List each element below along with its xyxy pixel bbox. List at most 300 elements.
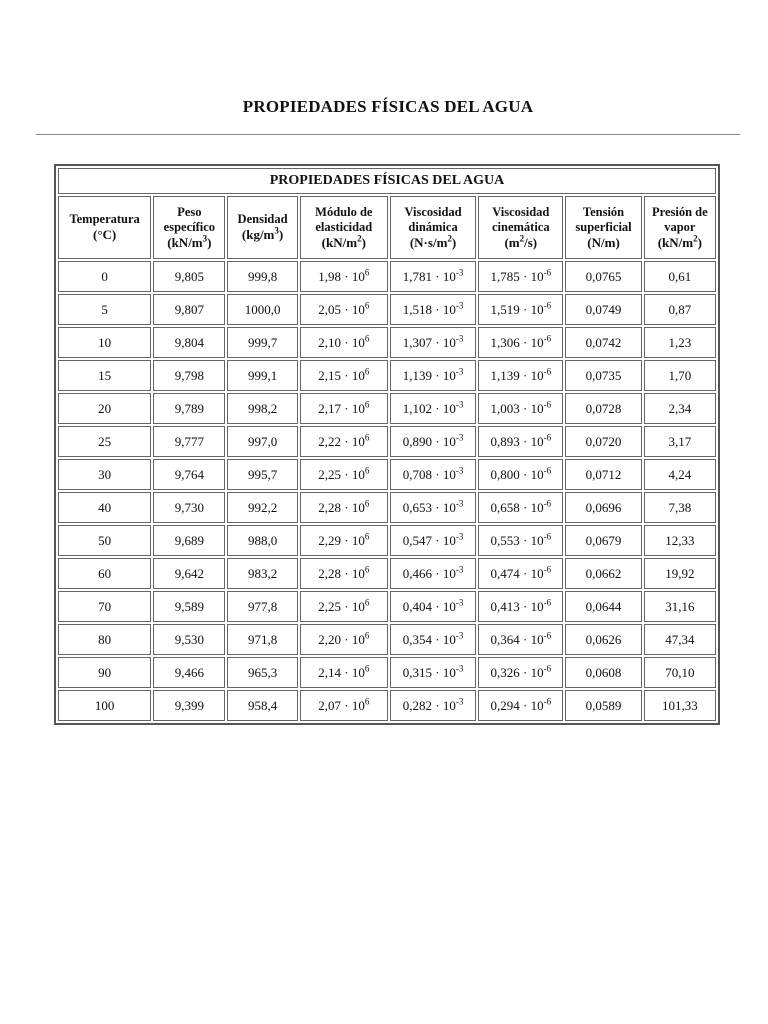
cell-elasticity-modulus xyxy=(300,558,388,589)
cell-temperature: 90 xyxy=(58,657,151,688)
mantissa: 2,10 xyxy=(318,334,341,350)
exponent: -3 xyxy=(455,300,464,311)
exponent: -3 xyxy=(455,399,464,410)
exponent: 6 xyxy=(364,267,370,278)
column-unit xyxy=(504,235,537,250)
times-ten: · 10 xyxy=(341,367,365,383)
table-row xyxy=(58,393,716,424)
mantissa: 1,98 xyxy=(318,268,341,284)
exponent: 6 xyxy=(364,399,370,410)
mantissa: 0,658 xyxy=(490,499,520,515)
cell-vapor-pressure: 3,17 xyxy=(644,426,716,457)
mantissa: 0,893 xyxy=(490,433,520,449)
cell-surface-tension: 0,0662 xyxy=(565,558,641,589)
table-row xyxy=(58,261,716,292)
cell-kinematic-viscosity xyxy=(478,591,563,622)
mantissa: 0,315 xyxy=(402,664,432,680)
exponent: 6 xyxy=(364,630,370,641)
mantissa: 1,781 xyxy=(402,268,432,284)
cell-vapor-pressure: 19,92 xyxy=(644,558,716,589)
cell-elasticity-modulus xyxy=(300,624,388,655)
cell-specific-weight: 9,764 xyxy=(153,459,225,490)
exponent: -3 xyxy=(455,333,464,344)
mantissa: 2,07 xyxy=(318,697,341,713)
column-header-kinematic-viscosity xyxy=(478,196,563,259)
exponent: -6 xyxy=(543,696,552,707)
table-row xyxy=(58,294,716,325)
cell-elasticity-modulus xyxy=(300,690,388,721)
cell-kinematic-viscosity xyxy=(478,624,563,655)
times-ten: · 10 xyxy=(519,598,544,614)
times-ten: · 10 xyxy=(432,268,456,284)
cell-kinematic-viscosity xyxy=(478,657,563,688)
times-ten: · 10 xyxy=(519,433,544,449)
times-ten: · 10 xyxy=(341,631,365,647)
mantissa: 2,25 xyxy=(318,598,341,614)
mantissa: 0,404 xyxy=(402,598,432,614)
times-ten: · 10 xyxy=(519,301,544,317)
cell-dynamic-viscosity xyxy=(390,558,476,589)
mantissa: 0,354 xyxy=(402,631,432,647)
cell-temperature: 40 xyxy=(58,492,151,523)
cell-elasticity-modulus xyxy=(300,360,388,391)
cell-surface-tension: 0,0644 xyxy=(565,591,641,622)
unit-exponent: 2 xyxy=(693,233,698,244)
cell-vapor-pressure: 101,33 xyxy=(644,690,716,721)
cell-temperature: 5 xyxy=(58,294,151,325)
exponent: 6 xyxy=(364,531,370,542)
exponent: -3 xyxy=(455,597,464,608)
cell-density: 965,3 xyxy=(227,657,297,688)
mantissa: 0,294 xyxy=(490,697,520,713)
page-title: PROPIEDADES FÍSICAS DEL AGUA xyxy=(242,97,534,116)
cell-specific-weight: 9,530 xyxy=(153,624,225,655)
times-ten: · 10 xyxy=(432,367,456,383)
cell-surface-tension: 0,0735 xyxy=(565,360,641,391)
unit-text: (kg/m xyxy=(241,227,275,242)
mantissa: 2,29 xyxy=(318,532,341,548)
cell-specific-weight: 9,399 xyxy=(153,690,225,721)
cell-specific-weight: 9,789 xyxy=(153,393,225,424)
mantissa: 0,553 xyxy=(490,532,520,548)
cell-dynamic-viscosity xyxy=(390,393,476,424)
unit-suffix: ) xyxy=(278,227,284,242)
exponent: -6 xyxy=(543,531,552,542)
times-ten: · 10 xyxy=(432,301,456,317)
times-ten: · 10 xyxy=(341,664,365,680)
cell-specific-weight: 9,466 xyxy=(153,657,225,688)
properties-table-container xyxy=(54,164,720,725)
times-ten: · 10 xyxy=(341,499,365,515)
exponent: -6 xyxy=(543,564,552,575)
cell-vapor-pressure: 1,23 xyxy=(644,327,716,358)
times-ten: · 10 xyxy=(341,598,365,614)
mantissa: 0,466 xyxy=(402,565,432,581)
cell-kinematic-viscosity xyxy=(478,327,563,358)
cell-surface-tension: 0,0728 xyxy=(565,393,641,424)
column-header-temperature xyxy=(58,196,151,259)
cell-specific-weight: 9,805 xyxy=(153,261,225,292)
cell-kinematic-viscosity xyxy=(478,426,563,457)
mantissa: 2,15 xyxy=(318,367,341,383)
cell-density: 999,1 xyxy=(227,360,297,391)
table-body xyxy=(58,261,716,721)
times-ten: · 10 xyxy=(432,466,456,482)
times-ten: · 10 xyxy=(519,400,544,416)
column-label: Viscosidad dinámica xyxy=(404,204,462,234)
column-label: Peso específico xyxy=(163,204,216,234)
mantissa: 1,306 xyxy=(490,334,520,350)
cell-temperature: 25 xyxy=(58,426,151,457)
cell-dynamic-viscosity xyxy=(390,525,476,556)
mantissa: 2,28 xyxy=(318,565,341,581)
table-row xyxy=(58,525,716,556)
column-header-density xyxy=(227,196,297,259)
mantissa: 0,800 xyxy=(490,466,520,482)
times-ten: · 10 xyxy=(519,664,544,680)
exponent: -3 xyxy=(455,564,464,575)
unit-text: (kN/m xyxy=(321,234,358,250)
cell-dynamic-viscosity xyxy=(390,426,476,457)
exponent: 6 xyxy=(364,498,370,509)
times-ten: · 10 xyxy=(519,697,544,713)
cell-surface-tension: 0,0696 xyxy=(565,492,641,523)
cell-dynamic-viscosity xyxy=(390,327,476,358)
exponent: -3 xyxy=(455,630,464,641)
times-ten: · 10 xyxy=(341,466,365,482)
exponent: -6 xyxy=(543,300,552,311)
mantissa: 2,20 xyxy=(318,631,341,647)
times-ten: · 10 xyxy=(341,334,365,350)
times-ten: · 10 xyxy=(341,697,365,713)
cell-specific-weight: 9,730 xyxy=(153,492,225,523)
cell-density: 992,2 xyxy=(227,492,297,523)
mantissa: 0,364 xyxy=(490,631,520,647)
table-row xyxy=(58,459,716,490)
cell-surface-tension: 0,0679 xyxy=(565,525,641,556)
cell-density: 998,2 xyxy=(227,393,297,424)
column-label: Temperatura xyxy=(69,212,140,226)
exponent: -3 xyxy=(455,663,464,674)
column-label: Tensión superficial xyxy=(575,204,632,234)
cell-elasticity-modulus xyxy=(300,525,388,556)
times-ten: · 10 xyxy=(432,532,456,548)
cell-vapor-pressure: 0,61 xyxy=(644,261,716,292)
column-label: Módulo de elasticidad xyxy=(315,204,373,234)
column-header-dynamic-viscosity xyxy=(390,196,476,259)
exponent: 6 xyxy=(364,696,370,707)
cell-elasticity-modulus xyxy=(300,657,388,688)
unit-text: (N·s/m xyxy=(409,234,448,250)
cell-dynamic-viscosity xyxy=(390,492,476,523)
cell-temperature: 20 xyxy=(58,393,151,424)
cell-surface-tension: 0,0608 xyxy=(565,657,641,688)
exponent: 6 xyxy=(364,663,370,674)
cell-temperature: 10 xyxy=(58,327,151,358)
exponent: 6 xyxy=(364,465,370,476)
times-ten: · 10 xyxy=(519,565,544,581)
cell-density: 1000,0 xyxy=(227,294,297,325)
cell-dynamic-viscosity xyxy=(390,591,476,622)
cell-kinematic-viscosity xyxy=(478,360,563,391)
table-row xyxy=(58,360,716,391)
cell-elasticity-modulus xyxy=(300,492,388,523)
mantissa: 2,14 xyxy=(318,664,341,680)
mantissa: 2,17 xyxy=(318,400,341,416)
mantissa: 0,708 xyxy=(402,466,432,482)
mantissa: 0,653 xyxy=(402,499,432,515)
cell-dynamic-viscosity xyxy=(390,294,476,325)
times-ten: · 10 xyxy=(432,499,456,515)
table-row xyxy=(58,492,716,523)
cell-surface-tension: 0,0589 xyxy=(565,690,641,721)
cell-dynamic-viscosity xyxy=(390,360,476,391)
exponent: -3 xyxy=(455,531,464,542)
unit-suffix: ) xyxy=(361,234,366,250)
cell-elasticity-modulus xyxy=(300,393,388,424)
exponent: -6 xyxy=(543,663,552,674)
column-label: Densidad xyxy=(237,212,288,226)
cell-density: 988,0 xyxy=(227,525,297,556)
cell-surface-tension: 0,0765 xyxy=(565,261,641,292)
cell-surface-tension: 0,0742 xyxy=(565,327,641,358)
table-header-row xyxy=(58,196,716,259)
column-label: Presión de vapor xyxy=(651,204,708,234)
cell-temperature: 60 xyxy=(58,558,151,589)
mantissa: 2,25 xyxy=(318,466,341,482)
exponent: 6 xyxy=(364,333,370,344)
exponent: -3 xyxy=(455,366,464,377)
times-ten: · 10 xyxy=(519,466,544,482)
cell-surface-tension: 0,0720 xyxy=(565,426,641,457)
mantissa: 1,519 xyxy=(490,301,520,317)
cell-specific-weight: 9,777 xyxy=(153,426,225,457)
cell-surface-tension: 0,0626 xyxy=(565,624,641,655)
exponent: 6 xyxy=(364,564,370,575)
exponent: 6 xyxy=(364,366,370,377)
unit-exponent: 2 xyxy=(519,233,525,244)
exponent: -3 xyxy=(455,432,464,443)
cell-vapor-pressure: 47,34 xyxy=(644,624,716,655)
exponent: -6 xyxy=(543,432,552,443)
column-unit xyxy=(242,227,283,242)
cell-vapor-pressure: 1,70 xyxy=(644,360,716,391)
mantissa: 1,003 xyxy=(490,400,520,416)
horizontal-divider xyxy=(36,134,740,135)
unit-suffix: ) xyxy=(451,234,457,250)
times-ten: · 10 xyxy=(341,268,365,284)
unit-exponent: 2 xyxy=(357,233,362,244)
table-row xyxy=(58,591,716,622)
cell-kinematic-viscosity xyxy=(478,294,563,325)
column-unit xyxy=(93,227,116,242)
unit-suffix: ) xyxy=(697,234,702,250)
cell-density: 977,8 xyxy=(227,591,297,622)
mantissa: 1,139 xyxy=(490,367,520,383)
cell-elasticity-modulus xyxy=(300,261,388,292)
cell-vapor-pressure: 70,10 xyxy=(644,657,716,688)
cell-elasticity-modulus xyxy=(300,426,388,457)
cell-kinematic-viscosity xyxy=(478,525,563,556)
exponent: -6 xyxy=(543,267,552,278)
cell-kinematic-viscosity xyxy=(478,393,563,424)
unit-text: (kN/m xyxy=(167,234,203,250)
exponent: -3 xyxy=(455,498,464,509)
cell-vapor-pressure: 2,34 xyxy=(644,393,716,424)
exponent: -6 xyxy=(543,630,552,641)
column-header-surface-tension xyxy=(565,196,641,259)
mantissa: 1,102 xyxy=(402,400,432,416)
exponent: -3 xyxy=(455,465,464,476)
cell-specific-weight: 9,589 xyxy=(153,591,225,622)
column-header-specific-weight xyxy=(153,196,225,259)
cell-dynamic-viscosity xyxy=(390,657,476,688)
unit-suffix: ) xyxy=(207,234,212,250)
cell-specific-weight: 9,689 xyxy=(153,525,225,556)
mantissa: 1,518 xyxy=(402,301,432,317)
cell-temperature: 0 xyxy=(58,261,151,292)
cell-temperature: 80 xyxy=(58,624,151,655)
times-ten: · 10 xyxy=(432,334,456,350)
exponent: -3 xyxy=(455,267,464,278)
times-ten: · 10 xyxy=(341,400,365,416)
exponent: -6 xyxy=(543,333,552,344)
times-ten: · 10 xyxy=(432,697,456,713)
column-header-vapor-pressure xyxy=(644,196,716,259)
table-row xyxy=(58,657,716,688)
times-ten: · 10 xyxy=(341,565,365,581)
cell-density: 971,8 xyxy=(227,624,297,655)
times-ten: · 10 xyxy=(341,433,365,449)
exponent: 6 xyxy=(364,300,370,311)
exponent: -6 xyxy=(543,465,552,476)
column-label: Viscosidad cinemática xyxy=(491,204,550,234)
table-row xyxy=(58,690,716,721)
mantissa: 0,282 xyxy=(402,697,432,713)
times-ten: · 10 xyxy=(432,433,456,449)
times-ten: · 10 xyxy=(432,400,456,416)
exponent: -6 xyxy=(543,366,552,377)
column-header-elasticity-modulus xyxy=(300,196,388,259)
times-ten: · 10 xyxy=(432,598,456,614)
cell-density: 958,4 xyxy=(227,690,297,721)
cell-dynamic-viscosity xyxy=(390,261,476,292)
cell-density: 983,2 xyxy=(227,558,297,589)
cell-kinematic-viscosity xyxy=(478,492,563,523)
times-ten: · 10 xyxy=(519,367,544,383)
cell-specific-weight: 9,807 xyxy=(153,294,225,325)
cell-dynamic-viscosity xyxy=(390,690,476,721)
cell-temperature: 70 xyxy=(58,591,151,622)
exponent: -6 xyxy=(543,399,552,410)
table-caption: PROPIEDADES FÍSICAS DEL AGUA xyxy=(58,168,716,194)
cell-kinematic-viscosity xyxy=(478,690,563,721)
mantissa: 2,22 xyxy=(318,433,341,449)
exponent: 6 xyxy=(364,432,370,443)
cell-temperature: 100 xyxy=(58,690,151,721)
mantissa: 2,28 xyxy=(318,499,341,515)
table-row xyxy=(58,327,716,358)
cell-dynamic-viscosity xyxy=(390,459,476,490)
times-ten: · 10 xyxy=(519,334,544,350)
mantissa: 0,326 xyxy=(490,664,520,680)
times-ten: · 10 xyxy=(341,532,365,548)
times-ten: · 10 xyxy=(519,499,544,515)
cell-vapor-pressure: 4,24 xyxy=(644,459,716,490)
cell-temperature: 50 xyxy=(58,525,151,556)
column-unit xyxy=(410,235,456,250)
exponent: -6 xyxy=(543,498,552,509)
cell-dynamic-viscosity xyxy=(390,624,476,655)
times-ten: · 10 xyxy=(432,565,456,581)
times-ten: · 10 xyxy=(432,631,456,647)
column-unit xyxy=(658,235,702,250)
mantissa: 1,139 xyxy=(402,367,432,383)
cell-density: 999,8 xyxy=(227,261,297,292)
mantissa: 2,05 xyxy=(318,301,341,317)
cell-vapor-pressure: 7,38 xyxy=(644,492,716,523)
times-ten: · 10 xyxy=(432,664,456,680)
unit-exponent: 3 xyxy=(202,233,208,244)
cell-density: 995,7 xyxy=(227,459,297,490)
table-row xyxy=(58,624,716,655)
exponent: -6 xyxy=(543,597,552,608)
cell-temperature: 30 xyxy=(58,459,151,490)
cell-specific-weight: 9,642 xyxy=(153,558,225,589)
unit-text: (kN/m xyxy=(657,234,694,250)
cell-vapor-pressure: 0,87 xyxy=(644,294,716,325)
column-unit xyxy=(587,235,620,250)
unit-exponent: 2 xyxy=(447,233,452,244)
mantissa: 0,474 xyxy=(490,565,520,581)
times-ten: · 10 xyxy=(341,301,365,317)
unit-text: (m xyxy=(504,234,520,250)
cell-kinematic-viscosity xyxy=(478,558,563,589)
cell-elasticity-modulus xyxy=(300,327,388,358)
times-ten: · 10 xyxy=(519,268,544,284)
column-unit xyxy=(167,235,211,250)
mantissa: 1,785 xyxy=(490,268,520,284)
unit-text: (N/m) xyxy=(587,234,620,250)
times-ten: · 10 xyxy=(519,631,544,647)
cell-elasticity-modulus xyxy=(300,459,388,490)
cell-density: 997,0 xyxy=(227,426,297,457)
mantissa: 0,413 xyxy=(490,598,520,614)
cell-kinematic-viscosity xyxy=(478,261,563,292)
table-row xyxy=(58,558,716,589)
exponent: 6 xyxy=(364,597,370,608)
cell-surface-tension: 0,0749 xyxy=(565,294,641,325)
table-row xyxy=(58,426,716,457)
cell-elasticity-modulus xyxy=(300,294,388,325)
column-unit xyxy=(322,235,366,250)
unit-exponent: 3 xyxy=(274,225,279,236)
water-properties-table xyxy=(54,164,720,725)
times-ten: · 10 xyxy=(519,532,544,548)
unit-suffix: /s) xyxy=(524,234,538,250)
cell-temperature: 15 xyxy=(58,360,151,391)
cell-specific-weight: 9,798 xyxy=(153,360,225,391)
cell-specific-weight: 9,804 xyxy=(153,327,225,358)
cell-vapor-pressure: 31,16 xyxy=(644,591,716,622)
mantissa: 0,547 xyxy=(402,532,432,548)
exponent: -3 xyxy=(455,696,464,707)
cell-density: 999,7 xyxy=(227,327,297,358)
cell-elasticity-modulus xyxy=(300,591,388,622)
cell-surface-tension: 0,0712 xyxy=(565,459,641,490)
mantissa: 1,307 xyxy=(402,334,432,350)
unit-text: (°C) xyxy=(93,227,117,242)
